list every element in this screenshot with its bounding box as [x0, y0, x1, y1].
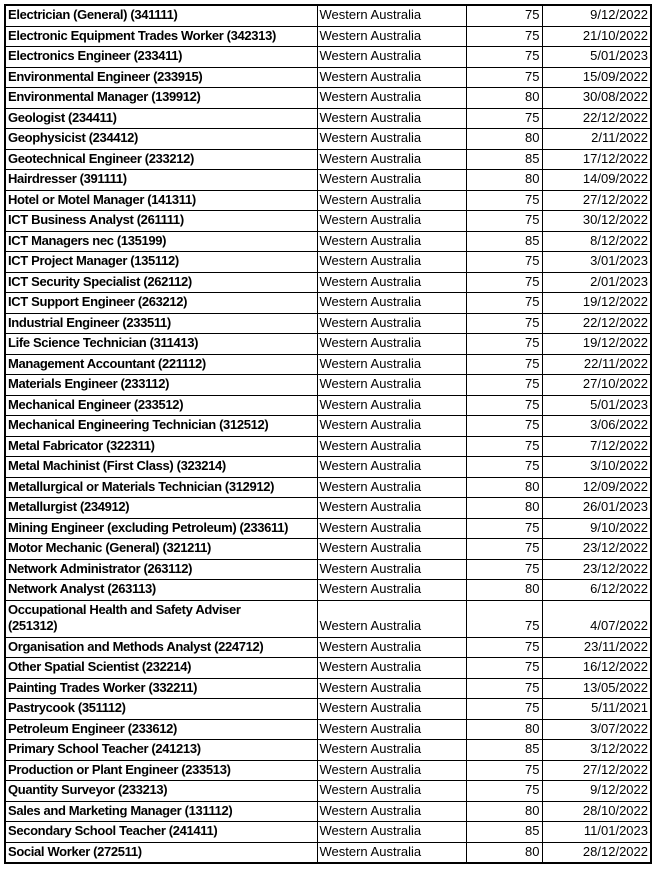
table-row [5, 129, 651, 150]
occupation-text: Motor Mechanic (General) (321211) [8, 540, 212, 555]
occupation-text: Network Administrator (263112) [8, 560, 193, 576]
date-cell: 19/12/2022 [542, 334, 651, 355]
occupation-text: Materials Engineer (233112) [8, 376, 170, 391]
occupation-cell [5, 580, 317, 601]
state-cell: Western Australia [317, 801, 466, 822]
occupation-cell [5, 637, 317, 658]
date-cell: 27/12/2022 [542, 190, 651, 211]
date-cell: 13/05/2022 [542, 678, 651, 699]
occupation-text: Electronic Equipment Trades Worker (342313) [8, 27, 276, 43]
date-cell: 2/11/2022 [542, 129, 651, 150]
points-cell: 75 [466, 47, 542, 68]
state-cell: Western Australia [317, 637, 466, 658]
table-row [5, 375, 651, 396]
table-row [5, 801, 651, 822]
points-cell: 75 [466, 26, 542, 47]
table-row [5, 231, 651, 252]
state-cell: Western Australia [317, 190, 466, 211]
occupation-cell [5, 108, 317, 129]
points-cell: 80 [466, 170, 542, 191]
state-cell: Western Australia [317, 477, 466, 498]
points-cell: 75 [466, 395, 542, 416]
date-cell: 30/12/2022 [542, 211, 651, 232]
occupation-text: ICT Project Manager (135112) [8, 253, 179, 268]
occupation-cell [5, 231, 317, 252]
state-cell: Western Australia [317, 416, 466, 437]
date-cell: 9/12/2022 [542, 5, 651, 26]
occupation-cell [5, 539, 317, 560]
state-cell: Western Australia [317, 518, 466, 539]
state-cell: Western Australia [317, 375, 466, 396]
points-cell: 80 [466, 580, 542, 601]
occupation-cell [5, 272, 317, 293]
table-row [5, 108, 651, 129]
table-row [5, 559, 651, 580]
points-cell: 75 [466, 699, 542, 720]
occupation-cell [5, 842, 317, 863]
date-cell: 17/12/2022 [542, 149, 651, 170]
date-cell: 27/12/2022 [542, 760, 651, 781]
occupation-text: Management Accountant (221112) [8, 355, 206, 371]
date-cell: 14/09/2022 [542, 170, 651, 191]
occupation-text: Mining Engineer (excluding Petroleum) (233611) [8, 519, 289, 535]
date-cell: 21/10/2022 [542, 26, 651, 47]
state-cell: Western Australia [317, 600, 466, 637]
state-cell: Western Australia [317, 272, 466, 293]
date-cell: 8/12/2022 [542, 231, 651, 252]
table-row [5, 88, 651, 109]
occupation-text: Primary School Teacher (241213) [8, 741, 201, 756]
occupation-text: Environmental Manager (139912) [8, 89, 201, 104]
date-cell: 30/08/2022 [542, 88, 651, 109]
table-row [5, 395, 651, 416]
occupation-cell [5, 822, 317, 843]
occupation-cell [5, 293, 317, 314]
occupation-text: Metal Fabricator (322311) [8, 437, 155, 453]
occupation-cell [5, 395, 317, 416]
table-row [5, 67, 651, 88]
occupation-cell [5, 477, 317, 498]
date-cell: 3/07/2022 [542, 719, 651, 740]
date-cell: 23/12/2022 [542, 559, 651, 580]
occupation-cell [5, 801, 317, 822]
state-cell: Western Australia [317, 313, 466, 334]
table-row [5, 457, 651, 478]
occupation-text: Pastrycook (351112) [8, 700, 126, 715]
table-row [5, 637, 651, 658]
points-cell: 75 [466, 67, 542, 88]
occupation-text: Geotechnical Engineer (233212) [8, 150, 195, 166]
occupation-cell [5, 26, 317, 47]
table-row [5, 26, 651, 47]
points-cell: 80 [466, 719, 542, 740]
points-cell: 85 [466, 740, 542, 761]
occupation-text: Metal Machinist (First Class) (323214) [8, 458, 226, 473]
occupation-text: Other Spatial Scientist (232214) [8, 659, 192, 674]
table-row [5, 518, 651, 539]
state-cell: Western Australia [317, 67, 466, 88]
occupation-cell [5, 719, 317, 740]
table-row [5, 600, 651, 637]
table-row [5, 272, 651, 293]
date-cell: 4/07/2022 [542, 600, 651, 637]
state-cell: Western Australia [317, 293, 466, 314]
state-cell: Western Australia [317, 457, 466, 478]
table-row [5, 354, 651, 375]
occupation-cell [5, 740, 317, 761]
points-cell: 75 [466, 211, 542, 232]
occupation-text: Geophysicist (234412) [8, 130, 138, 145]
occupation-text: Metallurgical or Materials Technician (312912) [8, 478, 275, 494]
occupation-text: Geologist (234411) [8, 109, 117, 125]
date-cell: 26/01/2023 [542, 498, 651, 519]
occupation-text: Life Science Technician (311413) [8, 335, 199, 350]
occupation-cell [5, 760, 317, 781]
points-cell: 80 [466, 129, 542, 150]
occupation-text: Mechanical Engineer (233512) [8, 396, 184, 412]
points-cell: 75 [466, 416, 542, 437]
state-cell: Western Australia [317, 211, 466, 232]
table-row [5, 740, 651, 761]
occupation-text: Organisation and Methods Analyst (224712) [8, 638, 264, 654]
points-cell: 75 [466, 252, 542, 273]
date-cell: 7/12/2022 [542, 436, 651, 457]
points-cell: 80 [466, 477, 542, 498]
date-cell: 16/12/2022 [542, 658, 651, 679]
date-cell: 22/12/2022 [542, 108, 651, 129]
table-row [5, 252, 651, 273]
date-cell: 27/10/2022 [542, 375, 651, 396]
table-row [5, 293, 651, 314]
table-row [5, 170, 651, 191]
date-cell: 6/12/2022 [542, 580, 651, 601]
table-row [5, 149, 651, 170]
date-cell: 19/12/2022 [542, 293, 651, 314]
occupation-cell [5, 88, 317, 109]
table-row [5, 539, 651, 560]
occupation-cell [5, 518, 317, 539]
state-cell: Western Australia [317, 781, 466, 802]
state-cell: Western Australia [317, 47, 466, 68]
table-row [5, 190, 651, 211]
date-cell: 22/12/2022 [542, 313, 651, 334]
occupation-text: Industrial Engineer (233511) [8, 314, 171, 330]
occupation-cell [5, 600, 317, 637]
table-row [5, 498, 651, 519]
table-row [5, 678, 651, 699]
state-cell: Western Australia [317, 539, 466, 560]
occupation-text: Mechanical Engineering Technician (312512) [8, 417, 269, 432]
points-cell: 75 [466, 272, 542, 293]
date-cell: 3/12/2022 [542, 740, 651, 761]
occupation-cell [5, 313, 317, 334]
table-row [5, 760, 651, 781]
points-cell: 75 [466, 518, 542, 539]
state-cell: Western Australia [317, 170, 466, 191]
state-cell: Western Australia [317, 334, 466, 355]
points-cell: 75 [466, 600, 542, 637]
state-cell: Western Australia [317, 395, 466, 416]
date-cell: 9/10/2022 [542, 518, 651, 539]
state-cell: Western Australia [317, 108, 466, 129]
occupation-cell [5, 354, 317, 375]
state-cell: Western Australia [317, 252, 466, 273]
table-row [5, 658, 651, 679]
points-cell: 75 [466, 457, 542, 478]
points-cell: 80 [466, 498, 542, 519]
date-cell: 23/12/2022 [542, 539, 651, 560]
points-cell: 75 [466, 678, 542, 699]
date-cell: 5/11/2021 [542, 699, 651, 720]
occupation-text: Production or Plant Engineer (233513) [8, 761, 231, 777]
points-cell: 85 [466, 822, 542, 843]
date-cell: 9/12/2022 [542, 781, 651, 802]
points-cell: 75 [466, 5, 542, 26]
occupation-text: Electronics Engineer (233411) [8, 48, 183, 63]
date-cell: 5/01/2023 [542, 47, 651, 68]
date-cell: 2/01/2023 [542, 272, 651, 293]
state-cell: Western Australia [317, 740, 466, 761]
occupation-text: ICT Support Engineer (263212) [8, 294, 188, 309]
points-cell: 75 [466, 658, 542, 679]
points-cell: 75 [466, 375, 542, 396]
table-row [5, 781, 651, 802]
table-row [5, 334, 651, 355]
table-row [5, 477, 651, 498]
points-cell: 75 [466, 354, 542, 375]
table-row [5, 416, 651, 437]
date-cell: 23/11/2022 [542, 637, 651, 658]
occupation-text: ICT Business Analyst (261111) [8, 212, 184, 227]
date-cell: 12/09/2022 [542, 477, 651, 498]
occupation-text: Environmental Engineer (233915) [8, 68, 203, 84]
points-cell: 75 [466, 436, 542, 457]
table-row [5, 211, 651, 232]
occupation-text: Hotel or Motel Manager (141311) [8, 191, 196, 207]
points-cell: 75 [466, 637, 542, 658]
occupation-cell [5, 170, 317, 191]
points-cell: 85 [466, 231, 542, 252]
points-cell: 80 [466, 88, 542, 109]
table-body [5, 5, 651, 863]
state-cell: Western Australia [317, 231, 466, 252]
occupation-cell [5, 5, 317, 26]
occupation-text: Metallurgist (234912) [8, 499, 130, 514]
occupation-text: ICT Managers nec (135199) [8, 232, 167, 248]
occupation-text: Occupational Health and Safety Adviser [8, 601, 241, 617]
table-row [5, 5, 651, 26]
occupation-cell [5, 67, 317, 88]
date-cell: 22/11/2022 [542, 354, 651, 375]
table-row [5, 719, 651, 740]
table-row [5, 842, 651, 863]
occupation-text: Electrician (General) (341111) [8, 7, 178, 22]
occupation-cell [5, 781, 317, 802]
date-cell: 3/10/2022 [542, 457, 651, 478]
occupation-cell [5, 190, 317, 211]
state-cell: Western Australia [317, 658, 466, 679]
occupation-text: Secondary School Teacher (241411) [8, 823, 218, 838]
occupation-text: Network Analyst (263113) [8, 581, 156, 596]
points-cell: 75 [466, 108, 542, 129]
table-row [5, 47, 651, 68]
occupation-cell [5, 252, 317, 273]
points-cell: 75 [466, 313, 542, 334]
points-cell: 75 [466, 334, 542, 355]
points-cell: 80 [466, 801, 542, 822]
date-cell: 28/10/2022 [542, 801, 651, 822]
state-cell: Western Australia [317, 699, 466, 720]
occupation-text: Quantity Surveyor (233213) [8, 782, 168, 797]
occupation-cell [5, 129, 317, 150]
occupation-cell [5, 498, 317, 519]
occupation-cell [5, 47, 317, 68]
occupation-cell [5, 699, 317, 720]
state-cell: Western Australia [317, 760, 466, 781]
state-cell: Western Australia [317, 678, 466, 699]
occupation-cell [5, 658, 317, 679]
state-cell: Western Australia [317, 436, 466, 457]
points-cell: 75 [466, 760, 542, 781]
points-cell: 75 [466, 781, 542, 802]
points-cell: 75 [466, 190, 542, 211]
table-row [5, 699, 651, 720]
state-cell: Western Australia [317, 498, 466, 519]
occupation-cell [5, 559, 317, 580]
occupation-text: Hairdresser (391111) [8, 171, 127, 186]
state-cell: Western Australia [317, 129, 466, 150]
date-cell: 15/09/2022 [542, 67, 651, 88]
points-cell: 85 [466, 149, 542, 170]
date-cell: 28/12/2022 [542, 842, 651, 863]
state-cell: Western Australia [317, 559, 466, 580]
state-cell: Western Australia [317, 719, 466, 740]
date-cell: 11/01/2023 [542, 822, 651, 843]
state-cell: Western Australia [317, 842, 466, 863]
occupation-cell [5, 457, 317, 478]
occupation-code-line2: (251312) [8, 618, 58, 633]
state-cell: Western Australia [317, 149, 466, 170]
date-cell: 3/06/2022 [542, 416, 651, 437]
occupation-cell [5, 375, 317, 396]
state-cell: Western Australia [317, 580, 466, 601]
occupation-cell [5, 416, 317, 437]
occupation-cell [5, 436, 317, 457]
occupation-cell [5, 678, 317, 699]
points-cell: 75 [466, 293, 542, 314]
occupation-text: Petroleum Engineer (233612) [8, 720, 178, 736]
occupation-text: Social Worker (272511) [8, 843, 142, 859]
state-cell: Western Australia [317, 88, 466, 109]
points-cell: 75 [466, 559, 542, 580]
points-cell: 80 [466, 842, 542, 863]
occupation-text: Sales and Marketing Manager (131112) [8, 802, 233, 818]
table-row [5, 436, 651, 457]
occupation-points-table [4, 4, 652, 864]
table-row [5, 822, 651, 843]
occupation-cell [5, 211, 317, 232]
state-cell: Western Australia [317, 26, 466, 47]
date-cell: 5/01/2023 [542, 395, 651, 416]
occupation-text: ICT Security Specialist (262112) [8, 273, 192, 289]
state-cell: Western Australia [317, 822, 466, 843]
table-row [5, 313, 651, 334]
state-cell: Western Australia [317, 354, 466, 375]
state-cell: Western Australia [317, 5, 466, 26]
points-cell: 75 [466, 539, 542, 560]
table-row [5, 580, 651, 601]
date-cell: 3/01/2023 [542, 252, 651, 273]
occupation-cell [5, 149, 317, 170]
occupation-cell [5, 334, 317, 355]
occupation-text: Painting Trades Worker (332211) [8, 679, 198, 695]
